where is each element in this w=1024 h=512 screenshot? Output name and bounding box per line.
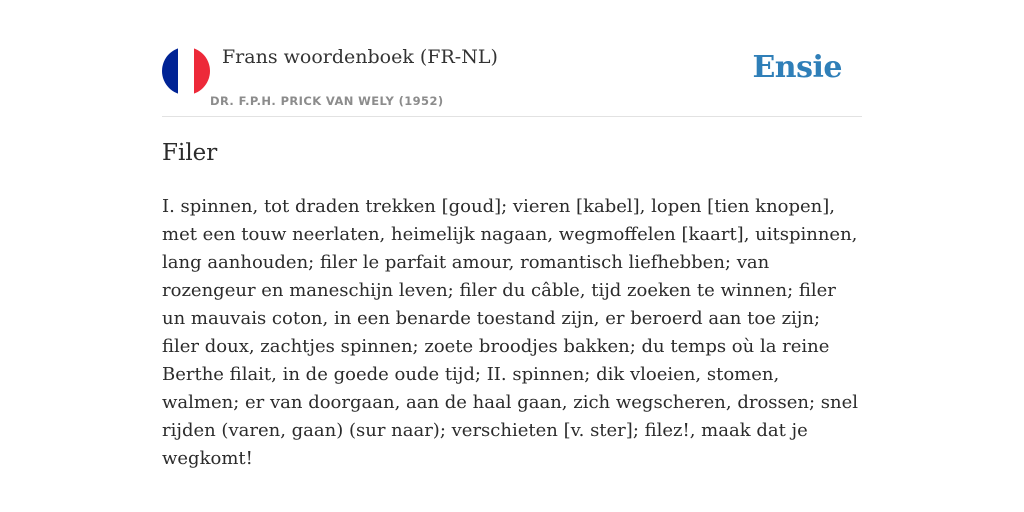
dictionary-card: [162, 0, 862, 469]
french-flag-icon: [162, 47, 210, 95]
dictionary-header: [162, 0, 862, 117]
flag-stripe-red: [194, 47, 210, 95]
flag-stripe-white: [178, 47, 194, 95]
entry-definition: I. spinnen, tot draden trekken [goud]; vieren [kabel], lopen [tien knopen], met een touw neerlaten, heimelijk nagaan, wegmoffelen [kaart], uitspinnen, lang aanhouden; filer le parfait amour, romantisch liefhebben; van rozengeur en maneschijn leven; filer du câble, tijd zoeken te winnen; filer un mauvais coton, in een benarde toestand zijn, er beroerd aan toe zijn; filer doux, zachtjes spinnen; zoete broodjes bakken; du temps où la reine Berthe filait, in de goede oude tijd; II. spinnen; dik vloeien, stomen, walmen; er van doorgaan, aan de haal gaan, zich wegscheren, drossen; snel rijden (varen, gaan) (sur naar); verschieten [v. ster]; filez!, maak dat je wegkomt!: [162, 196, 859, 469]
dictionary-title[interactable]: Frans woordenboek (FR-NL): [222, 46, 498, 68]
dictionary-author: DR. F.P.H. PRICK VAN WELY (1952): [210, 94, 444, 108]
entry-title: Filer: [162, 140, 218, 166]
ensie-logo[interactable]: Ensie: [752, 50, 842, 85]
flag-stripe-blue: [162, 47, 178, 95]
